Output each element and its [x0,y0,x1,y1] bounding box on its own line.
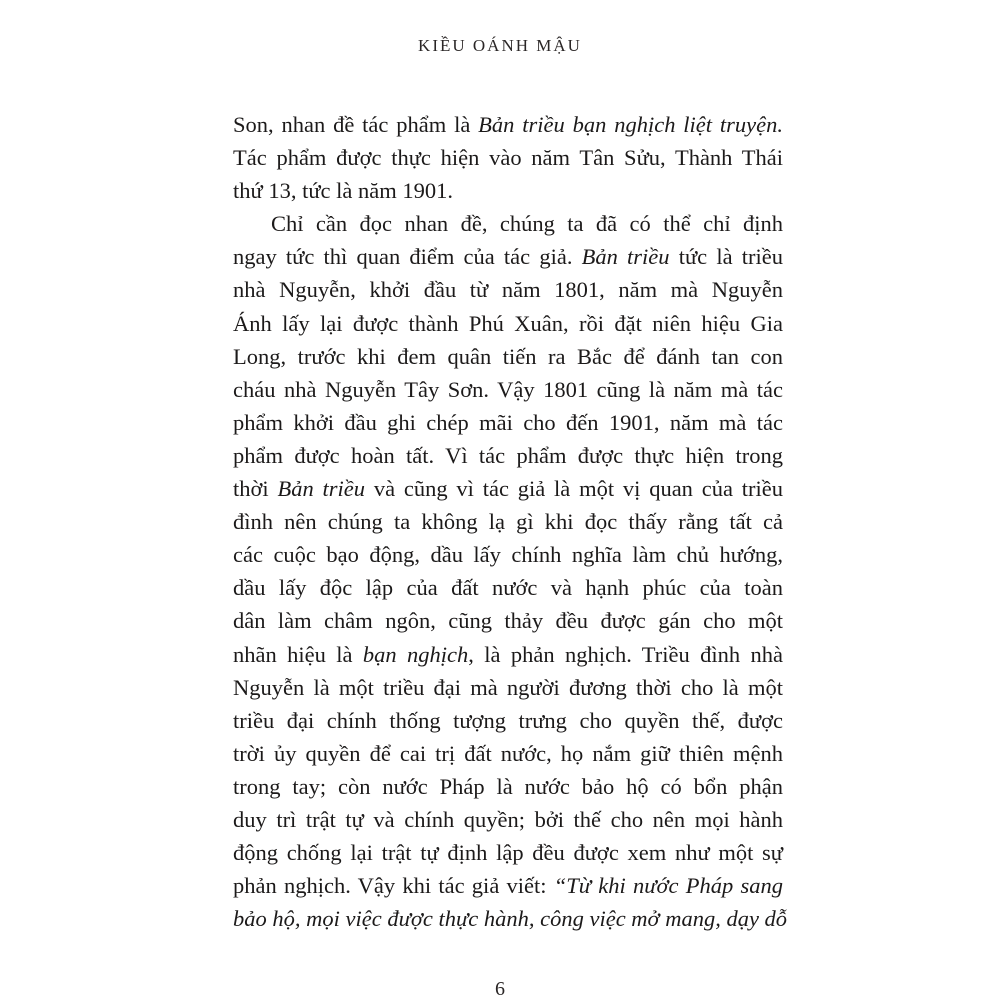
text-line [233,439,783,472]
text-line [233,737,783,770]
text-line [233,141,783,174]
text-segment: phẩm được hoàn tất. Vì tác phẩm được thực hiện trong [233,442,783,468]
text-line [233,671,783,704]
text-line [233,207,783,240]
text-segment: Long, trước khi đem quân tiến ra Bắc để đánh tan con [233,343,783,369]
text-segment: thời [233,476,278,502]
text-segment: trời ủy quyền để cai trị đất nước, họ nắm giữ thiên mệnh [233,740,783,766]
text-line [233,108,783,141]
text-line [233,174,783,207]
text-line [233,902,788,935]
text-line [233,638,783,671]
text-segment: phẩm khởi đầu ghi chép mãi cho đến 1901, năm mà tác [233,409,783,435]
running-header: KIỀU OÁNH MẬU [418,36,582,55]
text-line [233,704,783,737]
italic-text: bạn nghịch [362,641,469,667]
page-number: 6 [495,978,505,1000]
text-segment: Chỉ cần đọc nhan đề, chúng ta đã có thể chỉ định [271,211,783,237]
text-line [233,803,783,836]
text-segment: Ánh lấy lại được thành Phú Xuân, rồi đặt niên hiệu Gia [233,310,783,336]
text-segment: trong tay; còn nước Pháp là nước bảo hộ có bổn phận [233,773,783,799]
text-segment: ngay tức thì quan điểm của tác giả. [233,244,582,270]
text-segment: đình nên chúng ta không lạ gì khi đọc thấy rằng tất cả [233,509,783,535]
text-segment: cháu nhà Nguyễn Tây Sơn. Vậy 1801 cũng là năm mà tác [233,376,783,402]
text-line [233,340,783,373]
text-line [233,538,783,571]
text-segment: nhãn hiệu là [233,641,363,667]
text-segment: duy trì trật tự và chính quyền; bởi thế cho nên mọi hành [233,806,783,832]
text-segment: tức là triều [669,244,783,270]
text-segment: triều đại chính thống tượng trưng cho quyền thế, được [233,707,783,733]
italic-text: Bản triều [581,244,670,270]
text-segment: các cuộc bạo động, dầu lấy chính nghĩa làm chủ hướng, [233,542,783,568]
text-line [233,604,783,637]
italic-text: “Từ khi nước Pháp sang [553,873,783,899]
text-line [233,373,783,406]
text-line [233,240,783,273]
text-line [233,571,783,604]
text-segment: Tác phẩm được thực hiện vào năm Tân Sửu, Thành Thái [233,145,783,171]
text-line [233,836,783,869]
text-segment: nhà Nguyễn, khởi đầu từ năm 1801, năm mà Nguyễn [233,277,783,303]
italic-text: bảo hộ, mọi việc được thực hành, công việc mở mang, dạy dỗ [233,906,788,932]
text-segment: Son, nhan đề tác phẩm là [233,112,479,137]
text-segment: và cũng vì tác giả là một vị quan của triều [365,476,783,502]
text-segment: dân làm châm ngôn, cũng thảy đều được gán cho một [233,608,783,634]
text-line [233,307,783,340]
text-line [233,770,783,803]
text-line [233,406,783,439]
text-line [233,869,783,902]
text-line [233,505,783,538]
text-segment: Nguyễn là một triều đại mà người đương thời cho là một [233,674,783,700]
body-text [233,108,788,935]
italic-text: Bản triều bạn nghịch liệt truyện. [478,112,783,137]
text-line [233,273,783,306]
text-line [233,472,783,505]
italic-text: Bản triều [277,476,366,502]
text-segment: dầu lấy độc lập của đất nước và hạnh phúc của toàn [233,575,783,601]
text-segment: thứ 13, tức là năm 1901. [233,178,453,204]
text-segment: , là phản nghịch. Triều đình nhà [468,641,783,667]
text-segment: động chống lại trật tự định lập đều được xem như một sự [233,840,783,866]
text-segment: phản nghịch. Vậy khi tác giả viết: [233,873,554,899]
